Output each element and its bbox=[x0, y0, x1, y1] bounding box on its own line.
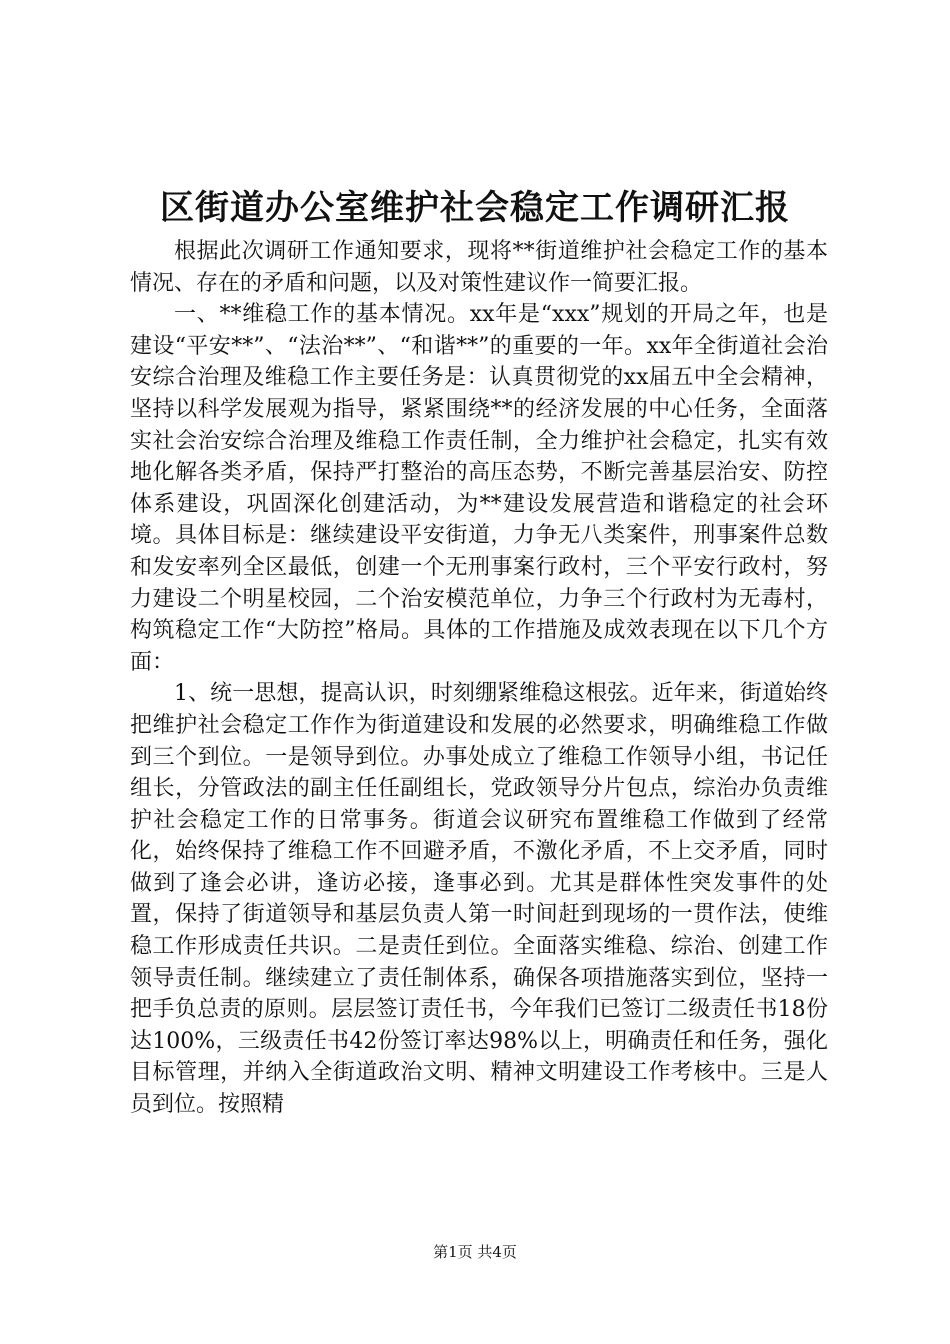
page-footer: 第1页 共4页 bbox=[433, 1243, 517, 1261]
document-body bbox=[130, 236, 828, 1121]
document-title: 区街道办公室维护社会稳定工作调研汇报 bbox=[160, 188, 790, 228]
paragraph-item-one: 1、统一思想，提高认识，时刻绷紧维稳这根弦。近年来，街道始终把维护社会稳定工作作为街道建设和发展的必然要求，明确维稳工作做到三个到位。一是领导到位。办事处成立了维稳工作领导小组，书记任组长，分管政法的副主任任副组长，党政领导分片包点，综治办负责维护社会稳定工作的日常事务。街道会议研究布置维稳工作做到了经常化，始终保持了维稳工作不回避矛盾，不激化矛盾，不上交矛盾，同时做到了逢会必讲，逢访必接，逢事必到。尤其是群体性突发事件的处置，保持了街道领导和基层负责人第一时间赶到现场的一贯作法，使维稳工作形成责任共识。二是责任到位。全面落实维稳、综治、创建工作领导责任制。继续建立了责任制体系，确保各项措施落实到位，坚持一把手负总责的原则。层层签订责任书，今年我们已签订二级责任书18份达100%，三级责任书42份签订率达98%以上，明确责任和任务，强化目标管理，并纳入全街道政治文明、精神文明建设工作考核中。三是人员到位。按照精 bbox=[130, 681, 828, 1118]
paragraph-intro: 根据此次调研工作通知要求，现将**街道维护社会稳定工作的基本情况、存在的矛盾和问题，以及对策性建议作一简要汇报。 bbox=[130, 239, 828, 296]
paragraph-section-one: 一、**维稳工作的基本情况。xx年是“xxx”规划的开局之年，也是建设“平安**”、“法治**”、“和谐**”的重要的一年。xx年全街道社会治安综合治理及维稳工作主要任务是：认真贯彻党的xx届五中全会精神，坚持以科学发展观为指导，紧紧围绕**的经济发展的中心任务，全面落实社会治安综合治理及维稳工作责任制，全力维护社会稳定，扎实有效地化解各类矛盾，保持严打整治的高压态势，不断完善基层治安、防控体系建设，巩固深化创建活动，为**建设发展营造和谐稳定的社会环境。具体目标是：继续建设平安街道，力争无八类案件，刑事案件总数和发安率列全区最低，创建一个无刑事案行政村，三个平安行政村，努力建设二个明星校园，二个治安模范单位，力争三个行政村为无毒村，构筑稳定工作“大防控”格局。具体的工作措施及成效表现在以下几个方面： bbox=[130, 302, 828, 675]
